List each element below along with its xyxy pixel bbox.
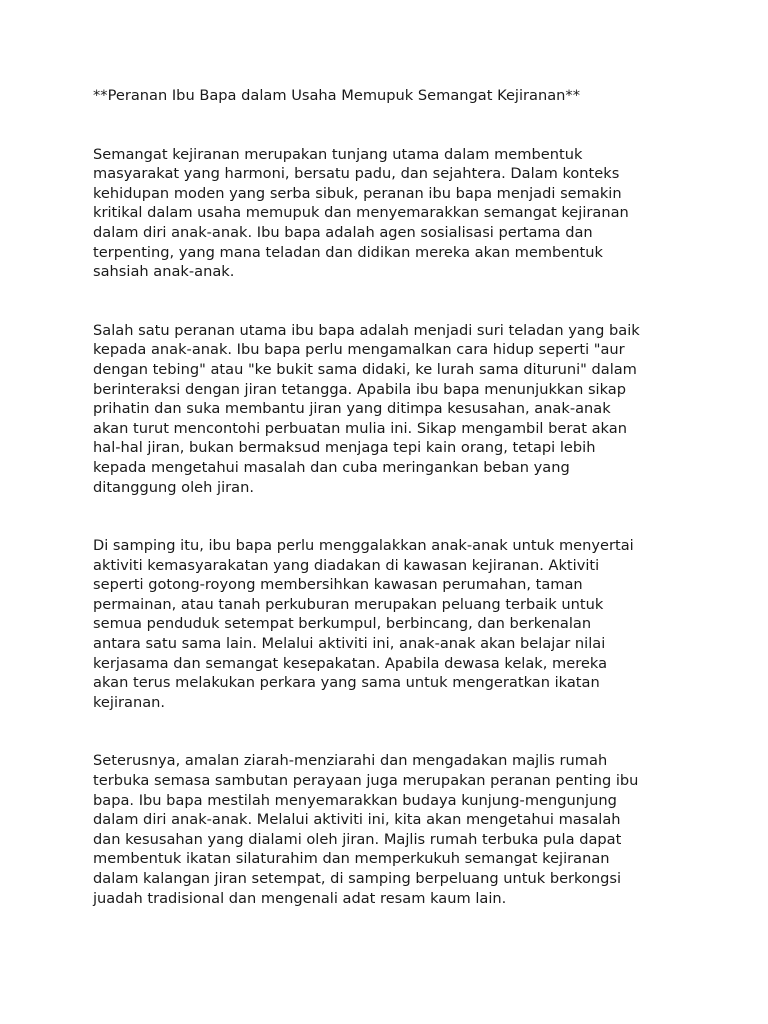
paragraph-line: hal-hal jiran, bukan bermaksud menjaga tepi kain orang, tetapi lebih: [93, 439, 596, 457]
paragraph-1: [93, 145, 693, 282]
paragraph-line: berinteraksi dengan jiran tetangga. Apabila ibu bapa menunjukkan sikap: [93, 380, 627, 398]
paragraph-4: [93, 751, 693, 908]
document-title: **Peranan Ibu Bapa dalam Usaha Memupuk Semangat Kejiranan**: [93, 87, 581, 104]
paragraph-line: akan turut mencontohi perbuatan mulia ini. Sikap mengambil berat akan: [93, 419, 627, 437]
paragraph-line: terpenting, yang mana teladan dan didikan mereka akan membentuk: [93, 243, 603, 261]
paragraph-line: dalam diri anak-anak. Ibu bapa adalah agen sosialisasi pertama dan: [93, 223, 593, 241]
paragraph-line: Semangat kejiranan merupakan tunjang utama dalam membentuk: [93, 145, 583, 163]
paragraph-line: terbuka semasa sambutan perayaan juga merupakan peranan penting ibu: [93, 772, 639, 790]
paragraph-line: Seterusnya, amalan ziarah-menziarahi dan mengadakan majlis rumah: [93, 752, 608, 770]
paragraph-line: kejiranan.: [93, 693, 166, 711]
paragraph-line: ditanggung oleh jiran.: [93, 478, 254, 496]
paragraph-line: seperti gotong-royong membersihkan kawasan perumahan, taman: [93, 576, 583, 594]
paragraph-line: prihatin dan suka membantu jiran yang ditimpa kesusahan, anak-anak: [93, 400, 611, 418]
paragraph-line: Di samping itu, ibu bapa perlu menggalakkan anak-anak untuk menyertai: [93, 537, 634, 555]
paragraph-line: bapa. Ibu bapa mestilah menyemarakkan budaya kunjung-mengunjung: [93, 791, 617, 809]
paragraph-line: dalam kalangan jiran setempat, di samping berpeluang untuk berkongsi: [93, 870, 622, 887]
paragraph-line: dalam diri anak-anak. Melalui aktiviti ini, kita akan mengetahui masalah: [93, 811, 621, 829]
paragraph-line: kepada anak-anak. Ibu bapa perlu mengamalkan cara hidup seperti "aur: [93, 341, 625, 359]
paragraph-line: permainan, atau tanah perkuburan merupakan peluang terbaik untuk: [93, 595, 604, 613]
paragraph-3: [93, 536, 693, 712]
paragraph-line: akan terus melakukan perkara yang sama untuk mengeratkan ikatan: [93, 674, 600, 692]
paragraph-line: antara satu sama lain. Melalui aktiviti ini, anak-anak akan belajar nilai: [93, 635, 606, 653]
paragraph-line: kritikal dalam usaha memupuk dan menyemarakkan semangat kejiranan: [93, 204, 629, 222]
paragraph-line: dan kesusahan yang dialami oleh jiran. Majlis rumah terbuka pula dapat: [93, 830, 622, 848]
paragraph-line: aktiviti kemasyarakatan yang diadakan di kawasan kejiranan. Aktiviti: [93, 556, 600, 574]
paragraph-line: semua penduduk setempat berkumpul, berbincang, dan berkenalan: [93, 615, 592, 633]
paragraph-line: kerjasama dan semangat kesepakatan. Apabila dewasa kelak, mereka: [93, 654, 608, 672]
paragraph-line: dengan tebing" atau "ke bukit sama didaki, ke lurah sama dituruni" dalam: [93, 360, 637, 378]
document-body: [93, 86, 693, 947]
paragraph-line: masyarakat yang harmoni, bersatu padu, dan sejahtera. Dalam konteks: [93, 165, 620, 183]
paragraph-line: Salah satu peranan utama ibu bapa adalah menjadi suri teladan yang baik: [93, 321, 640, 339]
paragraph-2: [93, 321, 693, 497]
paragraph-line: kepada mengetahui masalah dan cuba meringankan beban yang: [93, 458, 570, 476]
paragraph-line: membentuk ikatan silaturahim dan memperkukuh semangat kejiranan: [93, 850, 610, 868]
paragraph-line: juadah tradisional dan mengenali adat resam kaum lain.: [93, 889, 507, 907]
paragraph-line: kehidupan moden yang serba sibuk, peranan ibu bapa menjadi semakin: [93, 184, 622, 202]
paragraph-line: sahsiah anak-anak.: [93, 263, 235, 281]
